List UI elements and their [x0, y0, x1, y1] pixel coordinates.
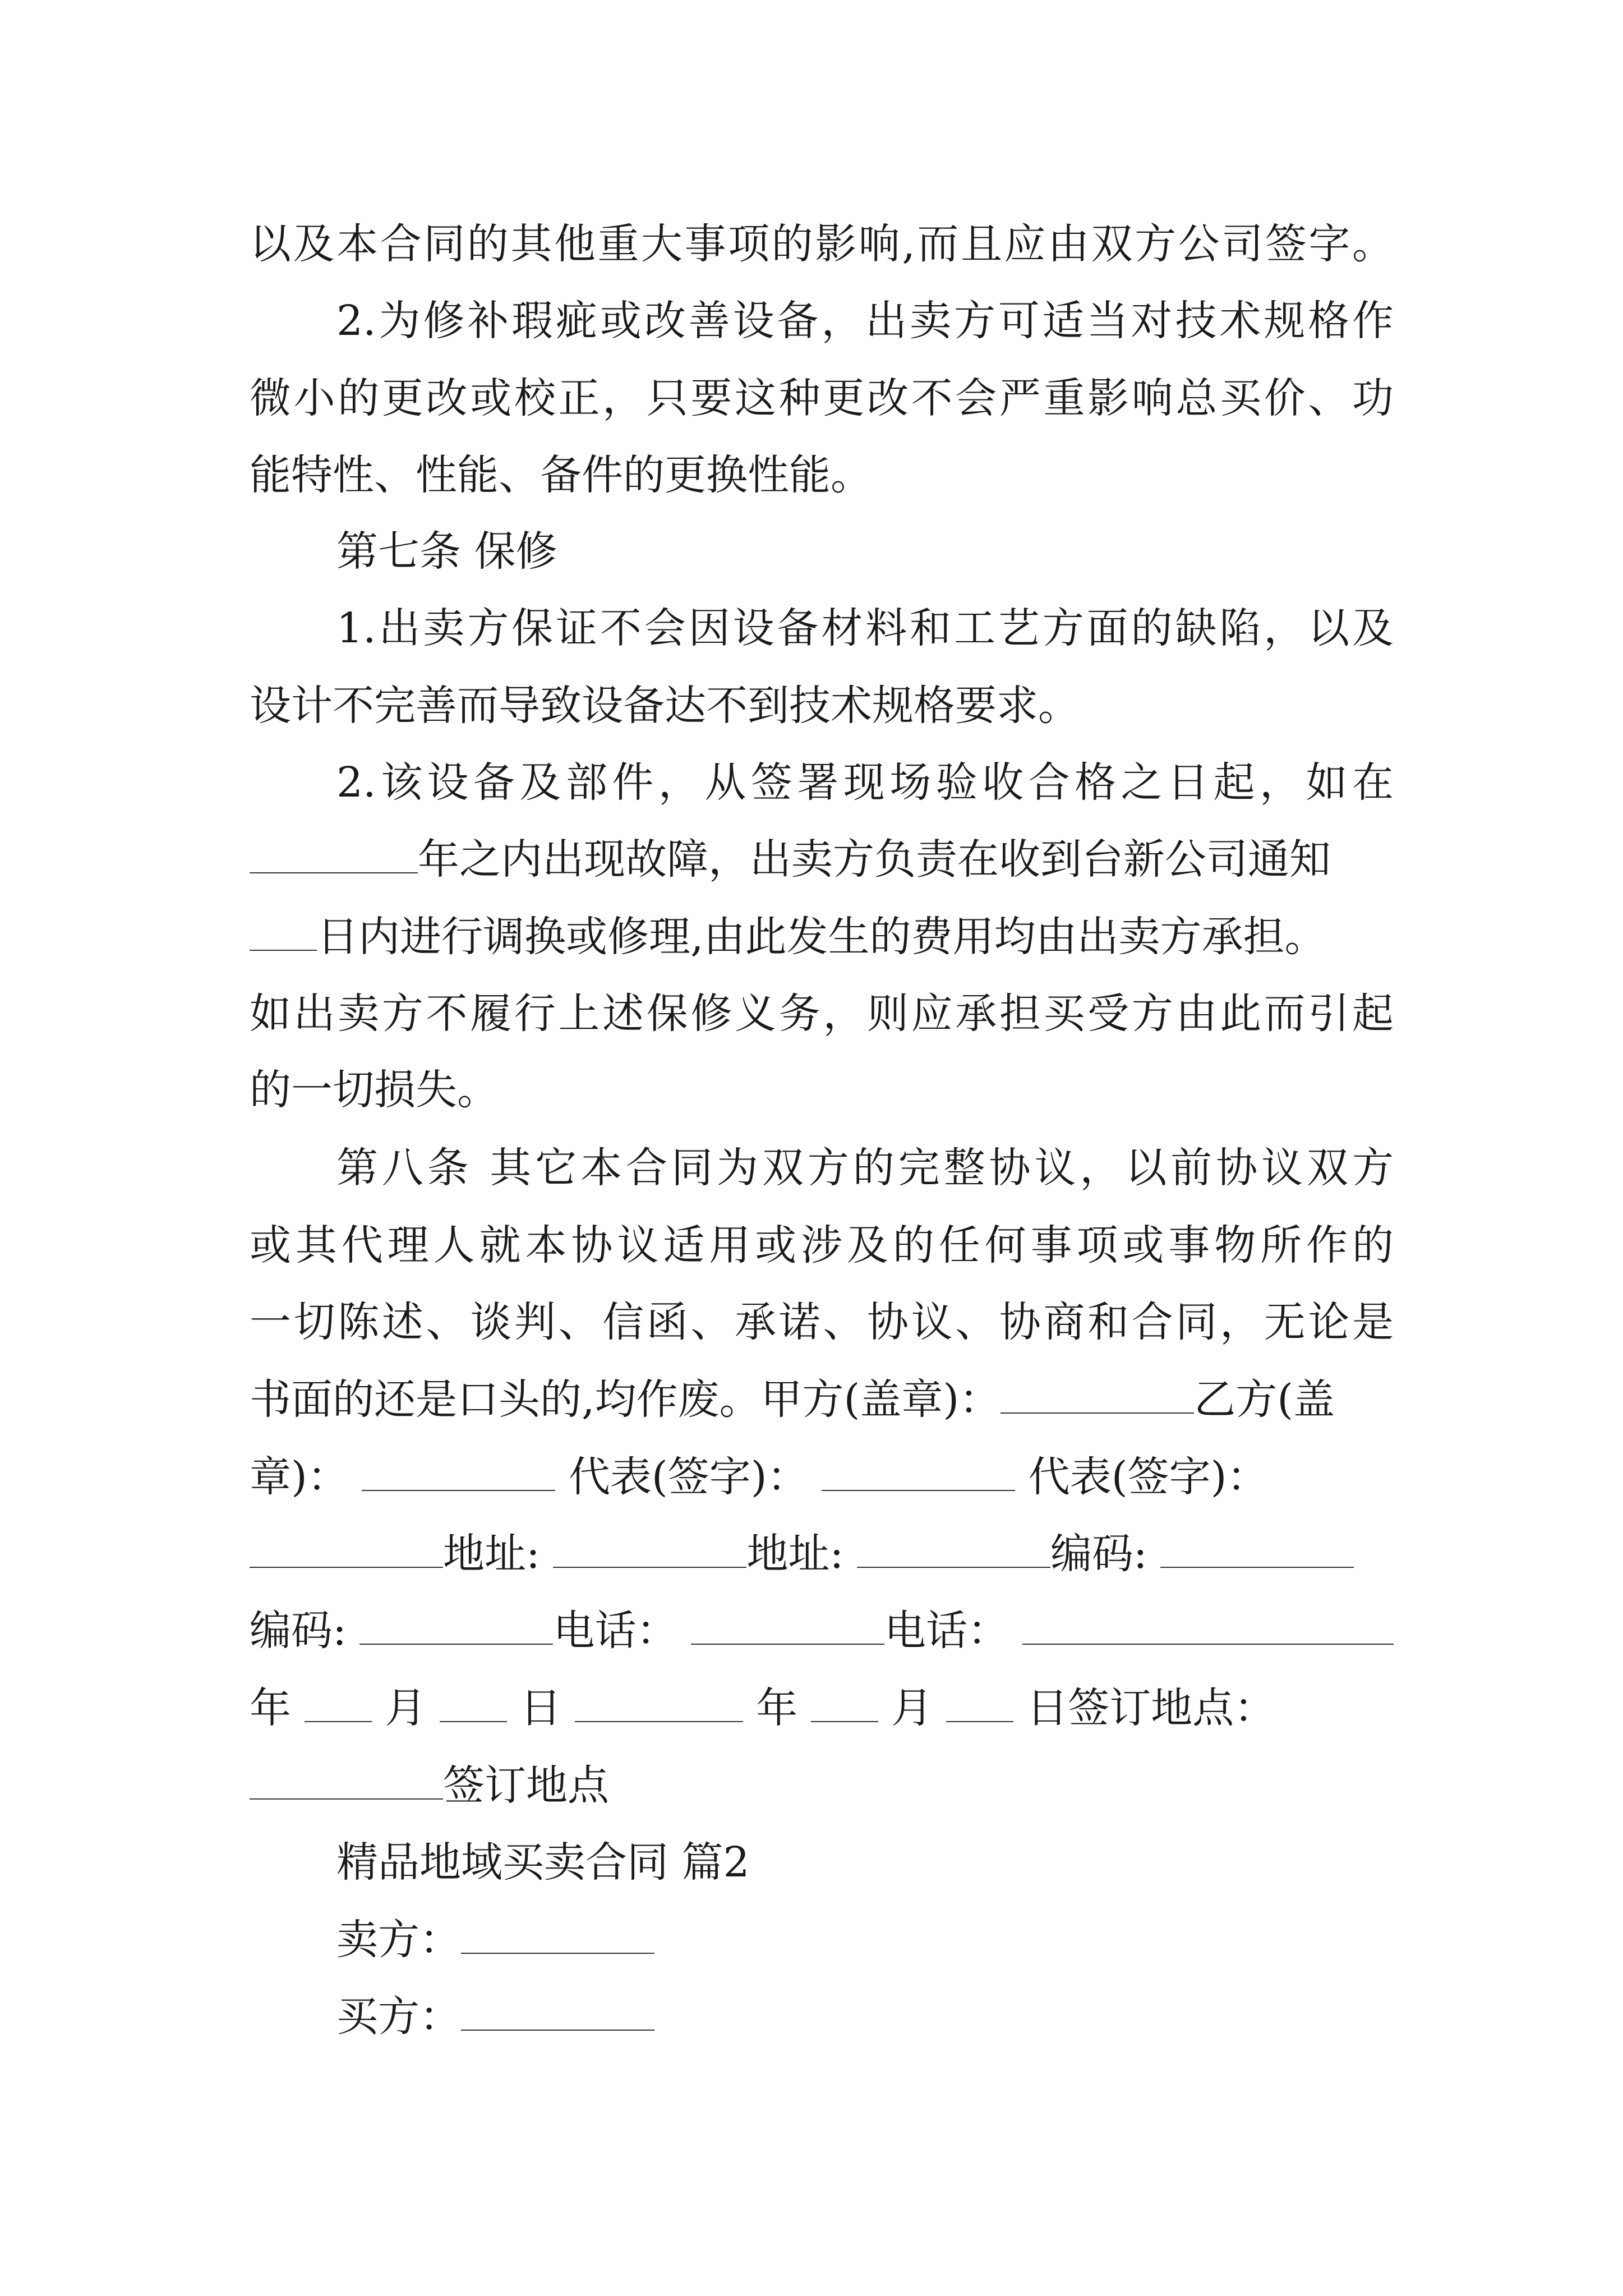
paragraph-line: 设计不完善而导致设备达不到技术规格要求。 — [250, 682, 1080, 730]
paragraph-line: 第八条 其它本合同为双方的完整协议，以前协议双方 — [336, 1144, 1394, 1192]
party-a-seal-blank[interactable] — [1000, 1373, 1194, 1414]
phone-b-blank[interactable] — [1022, 1604, 1394, 1645]
signature-line — [250, 1526, 1394, 1582]
line-text: 日内进行调换或修理,由此发生的费用均由出卖方承担。 — [317, 913, 1326, 961]
signature-line — [250, 1372, 1394, 1428]
line-text: 代表(签字)： — [568, 1453, 809, 1501]
paragraph-line: 以及本合同的其他重大事项的影响,而且应由双方公司签字。 — [250, 220, 1394, 268]
fill-blank[interactable] — [250, 833, 418, 873]
address-b-blank[interactable] — [857, 1527, 1050, 1568]
postcode-b-blank[interactable] — [359, 1604, 553, 1645]
signature-line — [250, 1449, 1394, 1505]
paragraph-line: 的一切损失。 — [250, 1066, 499, 1114]
paragraph-line — [250, 831, 1394, 887]
paragraph-line: 能特性、性能、备件的更换性能。 — [250, 451, 872, 499]
line-text: 编码: — [250, 1607, 347, 1655]
day-a-blank[interactable] — [440, 1682, 507, 1722]
line-text: 年 — [250, 1684, 291, 1732]
paragraph-line: 或其代理人就本协议适用或涉及的任何事项或事物所作的 — [250, 1221, 1394, 1269]
paragraph-line: 2.该设备及部件，从签署现场验收合格之日起，如在 — [336, 758, 1394, 807]
signature-line — [250, 1757, 1394, 1814]
line-text: 年之内出现故障，出卖方负责在收到台新公司通知 — [418, 835, 1331, 884]
seller-blank[interactable] — [461, 1913, 654, 1954]
signing-place-blank[interactable] — [250, 1759, 443, 1800]
party-line — [336, 1912, 1394, 1968]
month-a-blank[interactable] — [305, 1682, 372, 1722]
line-text: 电话： — [884, 1607, 1009, 1655]
representative-b-blank[interactable] — [250, 1527, 443, 1568]
line-text: 日 — [520, 1684, 562, 1732]
line-text: 签订地点 — [443, 1761, 609, 1810]
line-text: 地址: — [443, 1530, 540, 1578]
line-text: 电话： — [553, 1607, 678, 1655]
phone-a-blank[interactable] — [691, 1604, 884, 1645]
day-b-blank[interactable] — [946, 1682, 1013, 1722]
line-text: 乙方(盖 — [1194, 1375, 1335, 1424]
party-b-seal-blank[interactable] — [362, 1451, 555, 1491]
line-text: 卖方： — [336, 1916, 461, 1964]
section-heading: 第七条 保修 — [336, 527, 557, 576]
line-text: 买方： — [336, 1993, 461, 2041]
address-a-blank[interactable] — [553, 1527, 746, 1568]
paragraph-line: 如出卖方不履行上述保修义务，则应承担买受方由此而引起 — [250, 990, 1394, 1038]
paragraph-line: 微小的更改或校正，只要这种更改不会严重影响总买价、功 — [250, 374, 1394, 422]
line-text: 代表(签字)： — [1028, 1453, 1269, 1501]
paragraph-line: 2.为修补瑕疵或改善设备，出卖方可适当对技术规格作 — [336, 297, 1394, 345]
line-text: 月 — [385, 1684, 427, 1732]
paragraph-line: 一切陈述、谈判、信函、承诺、协议、协商和合同，无论是 — [250, 1298, 1394, 1346]
line-text: 编码: — [1050, 1530, 1147, 1578]
line-text: 日签订地点： — [1026, 1684, 1276, 1732]
line-text: 地址: — [746, 1530, 844, 1578]
paragraph-line: 1.出卖方保证不会因设备材料和工艺方面的缺陷，以及 — [336, 604, 1394, 652]
representative-a-blank[interactable] — [822, 1451, 1015, 1491]
date-line — [250, 1680, 1394, 1736]
line-text: 章)： — [250, 1453, 349, 1501]
fill-blank[interactable] — [250, 910, 317, 951]
year-b-blank[interactable] — [575, 1682, 743, 1722]
signature-line — [250, 1603, 1394, 1659]
party-line — [336, 1989, 1394, 2045]
buyer-blank[interactable] — [461, 1990, 654, 2031]
line-text: 书面的还是口头的,均作废。甲方(盖章)： — [250, 1375, 1001, 1424]
postcode-a-blank[interactable] — [1160, 1527, 1354, 1568]
paragraph-line — [250, 909, 1394, 965]
month-b-blank[interactable] — [811, 1682, 878, 1722]
line-text: 年 — [756, 1684, 798, 1732]
section-heading: 精品地域买卖合同 篇2 — [336, 1838, 750, 1887]
line-text: 月 — [891, 1684, 933, 1732]
